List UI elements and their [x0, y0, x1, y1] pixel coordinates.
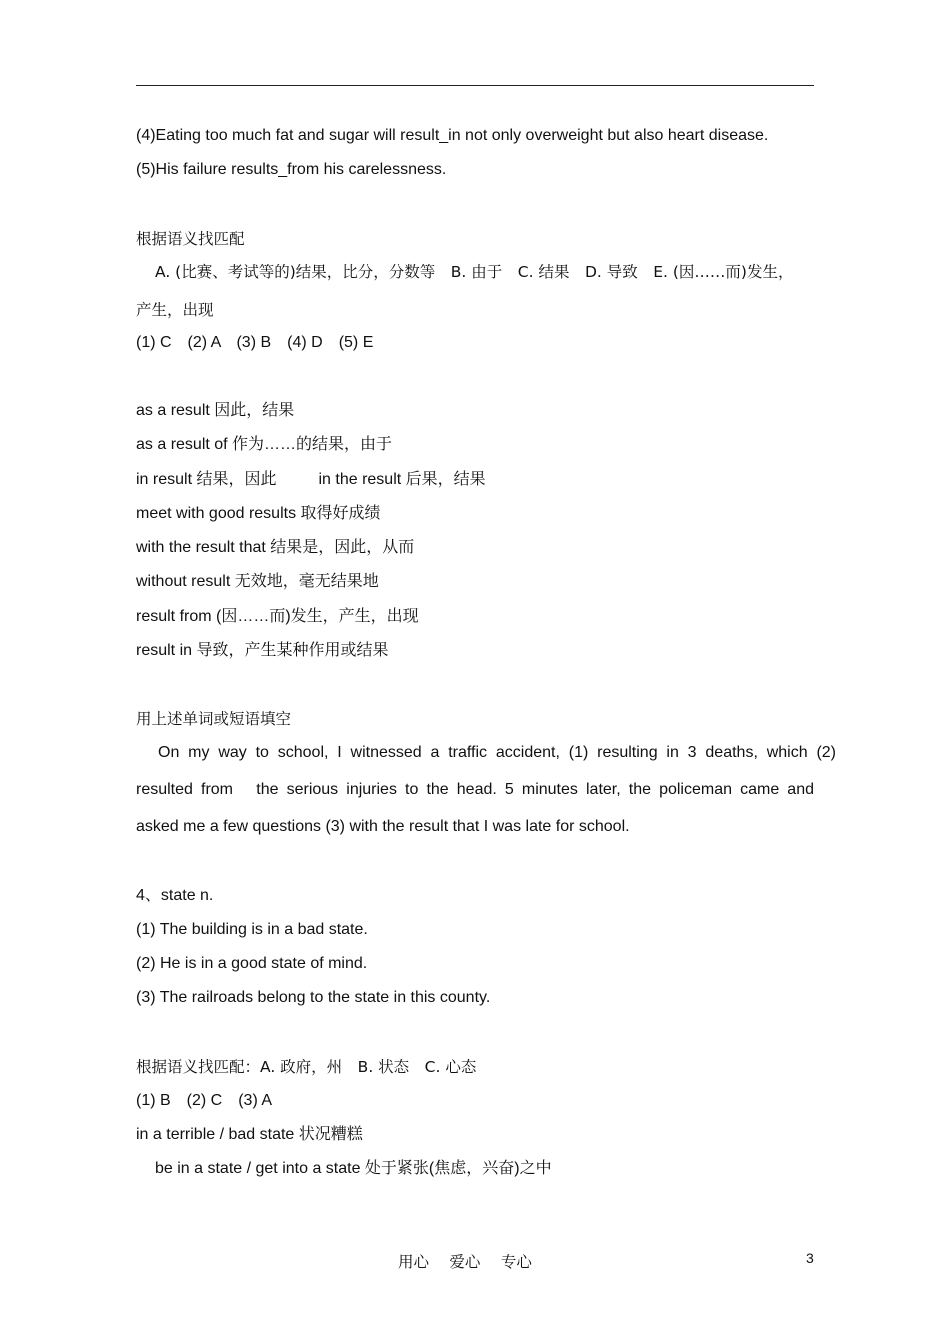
state-sentence-1: (1) The building is in a bad state. [136, 921, 368, 938]
fill-in-paragraph-line-3: asked me a few questions (3) with the result that I was late for school. [136, 818, 630, 835]
match-options-line-2: 产生，出现 [136, 301, 214, 319]
phrase-with-the-result-that: with the result that 结果是，因此，从而 [136, 539, 415, 556]
state-match-answers: (1) B (2) C (3) A [136, 1092, 273, 1109]
state-sentence-2: (2) He is in a good state of mind. [136, 955, 368, 972]
state-sentence-3: (3) The railroads belong to the state in this county. [136, 989, 491, 1006]
example-sentence-4: (4)Eating too much fat and sugar will result_in not only overweight but also heart disease. [136, 127, 769, 144]
phrase-be-in-a-state: be in a state / get into a state 处于紧张(焦虑，兴奋)之中 [155, 1160, 552, 1177]
phrase-as-a-result-of: as a result of 作为……的结果，由于 [136, 436, 393, 453]
phrase-in-result-row [136, 470, 486, 490]
example-sentence-5: (5)His failure results_from his carelessness. [136, 161, 447, 178]
phrase-as-a-result: as a result 因此，结果 [136, 402, 295, 419]
section-heading-fill-in: 用上述单词或短语填空 [136, 710, 292, 728]
phrase-without-result: without result 无效地，毫无结果地 [136, 573, 379, 590]
header-rule [136, 85, 814, 86]
phrase-terrible-state: in a terrible / bad state 状况糟糕 [136, 1126, 363, 1143]
phrase-result-in: result in 导致，产生某种作用或结果 [136, 642, 389, 659]
state-match-heading: 根据语义找匹配：A. 政府，州 B. 状态 C. 心态 [136, 1058, 477, 1076]
match-options-line-1: A. (比赛、考试等的)结果，比分，分数等 B. 由于 C. 结果 D. 导致 E. (因……而)发生， [155, 263, 794, 281]
phrase-meet-with-good-results: meet with good results 取得好成绩 [136, 505, 381, 522]
phrase-in-the-result: in the result 后果，结果 [318, 471, 486, 488]
footer-motto: 用心 爱心 专心 [398, 1253, 532, 1271]
phrase-result-from: result from (因……而)发生，产生，出现 [136, 608, 419, 625]
phrase-in-result: in result 结果，因此 [136, 471, 277, 488]
fill-in-paragraph-line-1: On my way to school, I witnessed a traffic accident, (1) resulting in 3 deaths, which (2) [158, 744, 836, 761]
section-heading-match: 根据语义找匹配 [136, 230, 245, 248]
vocab-heading-state: 4、state n. [136, 887, 214, 904]
fill-in-paragraph-line-2: resulted from the serious injuries to the head. 5 minutes later, the policeman came and [136, 781, 814, 798]
page-number: 3 [806, 1250, 814, 1266]
match-answers: (1) C (2) A (3) B (4) D (5) E [136, 334, 374, 351]
